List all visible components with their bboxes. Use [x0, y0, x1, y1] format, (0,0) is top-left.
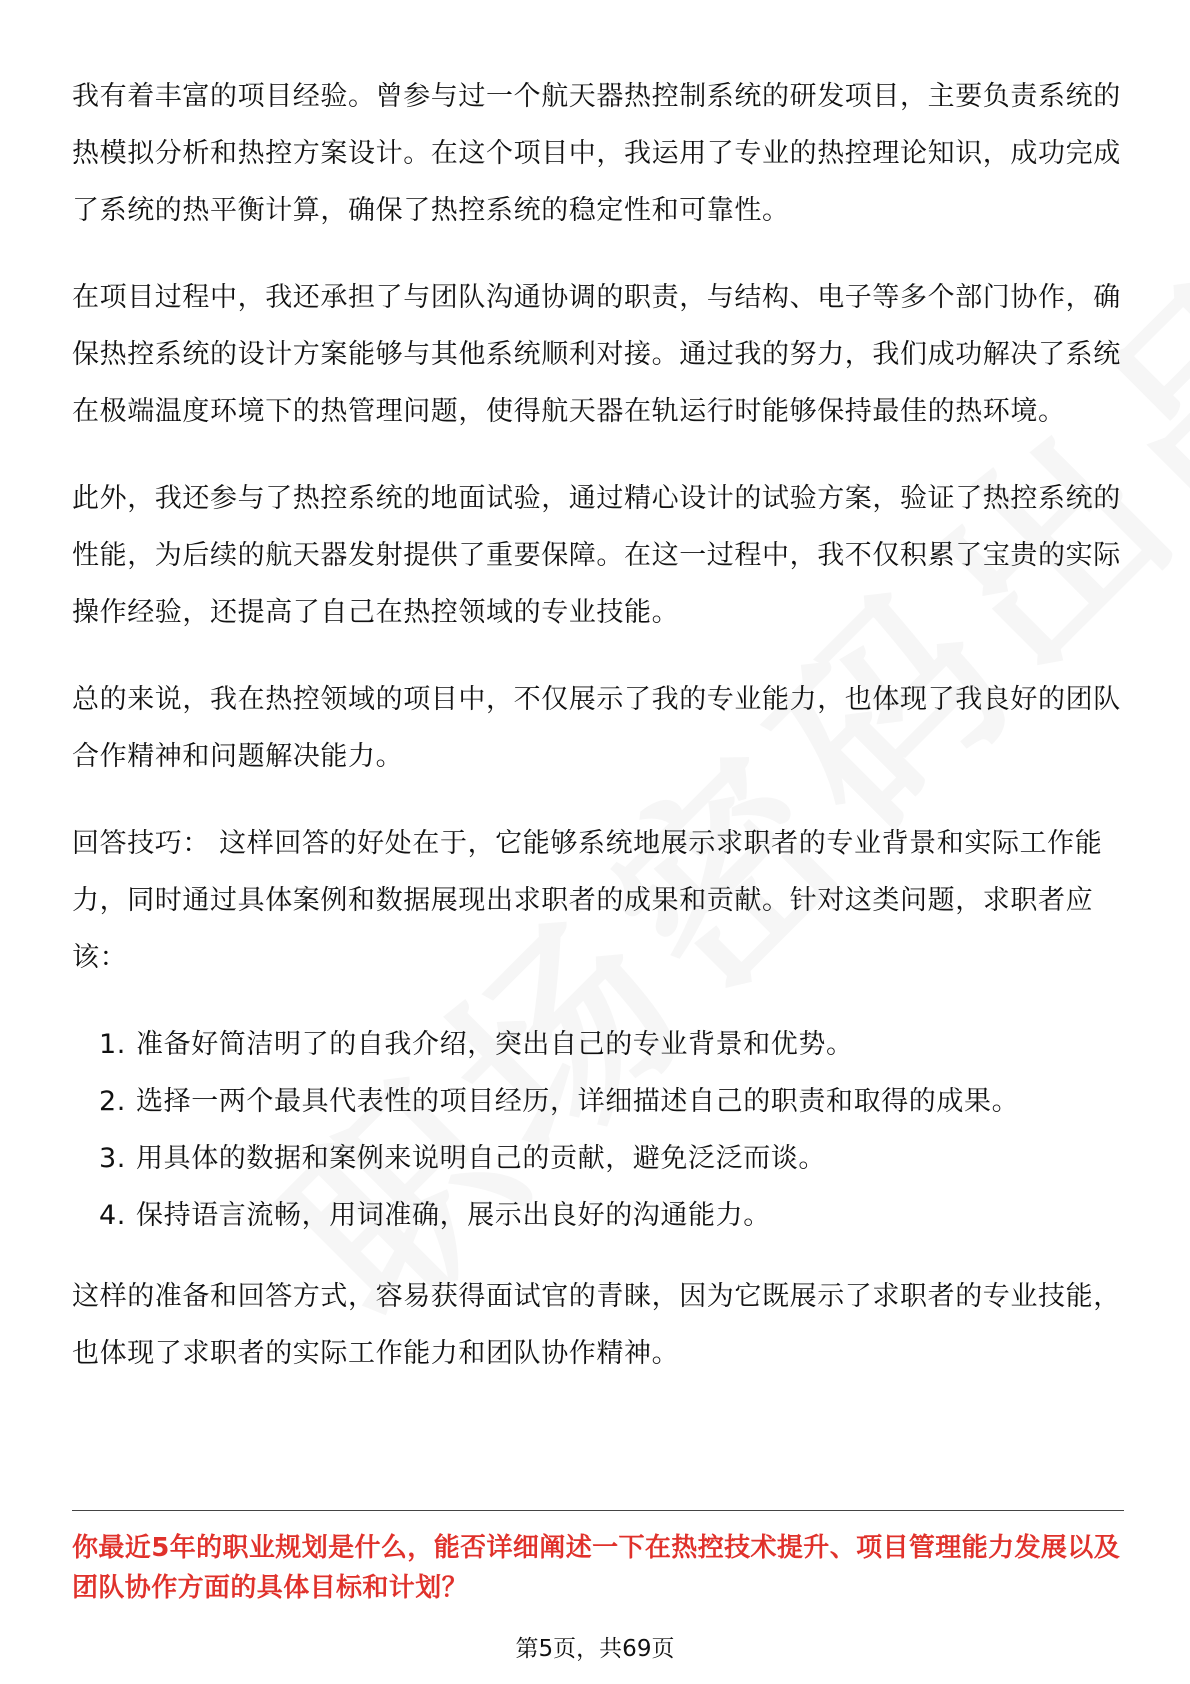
section-divider — [72, 1510, 1124, 1511]
paragraph-closing: 这样的准备和回答方式，容易获得面试官的青睐，因为它既展示了求职者的专业技能，也体现了求职者的实际工作能力和团队协作精神。 — [72, 1281, 1121, 1369]
next-question-heading: 你最近5年的职业规划是什么，能否详细阐述一下在热控技术提升、项目管理能力发展以及团队协作方面的具体目标和计划？ — [72, 1533, 1121, 1603]
tips-list — [72, 1016, 1124, 1244]
list-item-text: 选择一两个最具代表性的项目经历，详细描述自己的职责和取得的成果。 — [136, 1086, 1020, 1117]
paragraph-answer-tips: 回答技巧： 这样回答的好处在于，它能够系统地展示求职者的专业背景和实际工作能力，同时通过具体案例和数据展现出求职者的成果和贡献。针对这类问题，求职者应该： — [72, 828, 1103, 973]
paragraph-ground-test: 此外，我还参与了热控系统的地面试验，通过精心设计的试验方案，验证了热控系统的性能，为后续的航天器发射提供了重要保障。在这一过程中，我不仅积累了宝贵的实际操作经验，还提高了自己在热控领域的专业技能。 — [72, 483, 1121, 628]
list-item-text: 准备好简洁明了的自我介绍，突出自己的专业背景和优势。 — [136, 1029, 854, 1060]
list-item — [72, 1187, 1124, 1244]
list-item-number: 3. — [99, 1143, 126, 1174]
list-item-number: 2. — [99, 1086, 126, 1117]
page-number: 第5页，共69页 — [515, 1636, 675, 1662]
list-item-number: 4. — [99, 1200, 126, 1231]
list-item — [72, 1073, 1124, 1130]
list-item-text: 保持语言流畅，用词准确，展示出良好的沟通能力。 — [136, 1200, 771, 1231]
paragraph-teamwork: 在项目过程中，我还承担了与团队沟通协调的职责，与结构、电子等多个部门协作，确保热控系统的设计方案能够与其他系统顺利对接。通过我的努力，我们成功解决了系统在极端温度环境下的热管理问题，使得航天器在轨运行时能够保持最佳的热环境。 — [72, 282, 1121, 427]
paragraph-experience: 我有着丰富的项目经验。曾参与过一个航天器热控制系统的研发项目，主要负责系统的热模拟分析和热控方案设计。在这个项目中，我运用了专业的热控理论知识，成功完成了系统的热平衡计算，确保了热控系统的稳定性和可靠性。 — [72, 81, 1121, 226]
paragraph-summary: 总的来说，我在热控领域的项目中，不仅展示了我的专业能力，也体现了我良好的团队合作精神和问题解决能力。 — [72, 684, 1121, 772]
document-body — [72, 68, 1124, 1412]
list-item-number: 1. — [99, 1029, 126, 1060]
list-item-text: 用具体的数据和案例来说明自己的贡献，避免泛泛而谈。 — [136, 1143, 826, 1174]
list-item — [72, 1130, 1124, 1187]
list-item — [72, 1016, 1124, 1073]
